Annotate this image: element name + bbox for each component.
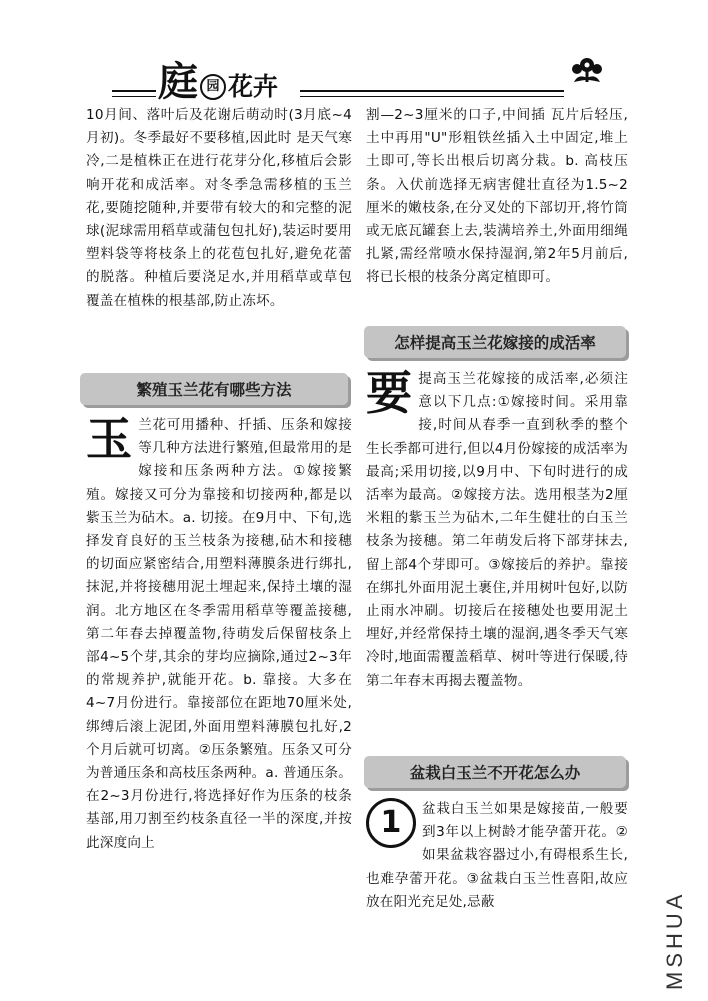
circled-number-drop-cap: 1	[366, 798, 416, 848]
right-column	[366, 104, 628, 290]
intro-paragraph: 10月间、落叶后及花谢后萌动时(3月底~4月初)。冬季最好不要移植,因此时 是天气寒冷,二是植株正在进行花芽分化,移植后会影响开花和成活率。对冬季急需移植的玉兰花,要随挖随种,并要带有较大的和完整的泥球(泥球需用稻草或蒲包包扎好),装运时要用塑料袋等将枝条上的花苞包扎好,避免花蕾的脱落。种植后要浇足水,并用稻草或草包覆盖在植株的根基部,防止冻坏。	[86, 107, 352, 309]
header-rule-right	[300, 90, 564, 92]
right-top-paragraph: 割—2~3厘米的口子,中间插 瓦片后轻压,土中再用"U"形粗铁丝插入土中固定,堆上土即可,等长出根后切离分栽。b. 高枝压条。入伏前选择无病害健壮直径为1.5~2厘米的嫩枝条,在分叉处的下部切开,将竹筒或无底瓦罐套上去,装满培养土,外面用细绳扎紧,需经常喷水保持湿润,第2年5月前后,将已长根的枝条分离定植即可。	[366, 107, 628, 286]
drop-cap: 要	[366, 366, 413, 420]
section-heading-text: 怎样提高玉兰花嫁接的成活率	[394, 334, 596, 352]
header-rule-left	[112, 90, 156, 92]
section-heading-grafting	[364, 326, 626, 358]
grafting-text: 提高玉兰花嫁接的成活率,必须注意以下几点:①嫁接时间。采用靠接,时间从春季一直到秋季的整个生长季都可进行,但以4月份嫁接的成活率为最高;采用切接,以9月中、下旬时进行的成活率为最高。②嫁接方法。选用根茎为2厘米粗的紫玉兰为砧木,二年生健壮的白玉兰枝条为接穗。第二年萌发后将下部芽抹去,留上部4个芽即可。③嫁接后的养护。靠接在绑扎外面用泥土裹住,并用树叶包好,以防止雨水冲刷。切接后在接穗处也要用泥土埋好,并经常保持土壤的湿润,遇冬季天气寒冷时,地面需覆盖稻草、树叶等进行保暖,待第二年春末再揭去覆盖物。	[366, 371, 628, 689]
page-title	[158, 56, 278, 104]
section-heading-no-bloom	[364, 756, 626, 788]
flower-icon	[568, 56, 606, 86]
grafting-paragraph	[366, 368, 628, 693]
title-rest: 花卉	[228, 72, 279, 101]
no-bloom-paragraph	[366, 798, 628, 914]
drop-cap: 玉	[86, 412, 133, 466]
propagation-text: 兰花可用播种、扦插、压条和嫁接等几种方法进行繁殖,但最常用的是嫁接和压条两种方法。①嫁接繁殖。嫁接又可分为靠接和切接两种,都是以紫玉兰为砧木。a. 切接。在9月中、下旬,选择发育良好的玉兰枝条为接穗,砧木和接穗的切面应紧密结合,用塑料薄膜条进行绑扎,抹泥,并将接穗用泥土埋起来,保持土壤的湿润。北方地区在冬季需用稻草等覆盖接穗,第二年春去掉覆盖物,待萌发后保留枝条上部4~5个芽,其余的芽均应摘除,通过2~3年的常规养护,就能开花。b. 靠接。大多在4~7月份进行。靠接部位在距地70厘米处,绑缚后滚上泥团,外面用塑料薄膜包扎好,2个月后就可切离。②压条繁殖。压条又可分为普通压条和高枝压条两种。a. 普通压条。在2~3月份进行,将选择好作为压条的枝条基部,用刀割至约枝条直径一半的深度,并按此深度向上	[86, 417, 352, 851]
right-section2-body	[366, 368, 628, 693]
title-circled-char: 园	[200, 74, 226, 100]
watermark: MSHUA	[662, 890, 687, 990]
header-rule-right-thin	[300, 96, 564, 97]
left-column	[86, 104, 352, 313]
section-heading-text: 繁殖玉兰花有哪些方法	[136, 381, 292, 399]
title-char: 庭	[158, 58, 198, 105]
no-bloom-text: 盆栽白玉兰如果是嫁接苗,一般要到3年以上树龄才能孕蕾开花。②如果盆栽容器过小,有碍根系生长,也难孕蕾开花。③盆栽白玉兰性喜阳,故应放在阳光充足处,忌蔽	[366, 801, 628, 910]
section-heading-propagation	[80, 373, 348, 405]
right-section3-body	[366, 798, 628, 914]
header-rule-left-thin	[112, 96, 156, 97]
section-heading-text: 盆栽白玉兰不开花怎么办	[409, 764, 581, 782]
propagation-paragraph	[86, 414, 352, 855]
left-section-body	[86, 414, 352, 855]
